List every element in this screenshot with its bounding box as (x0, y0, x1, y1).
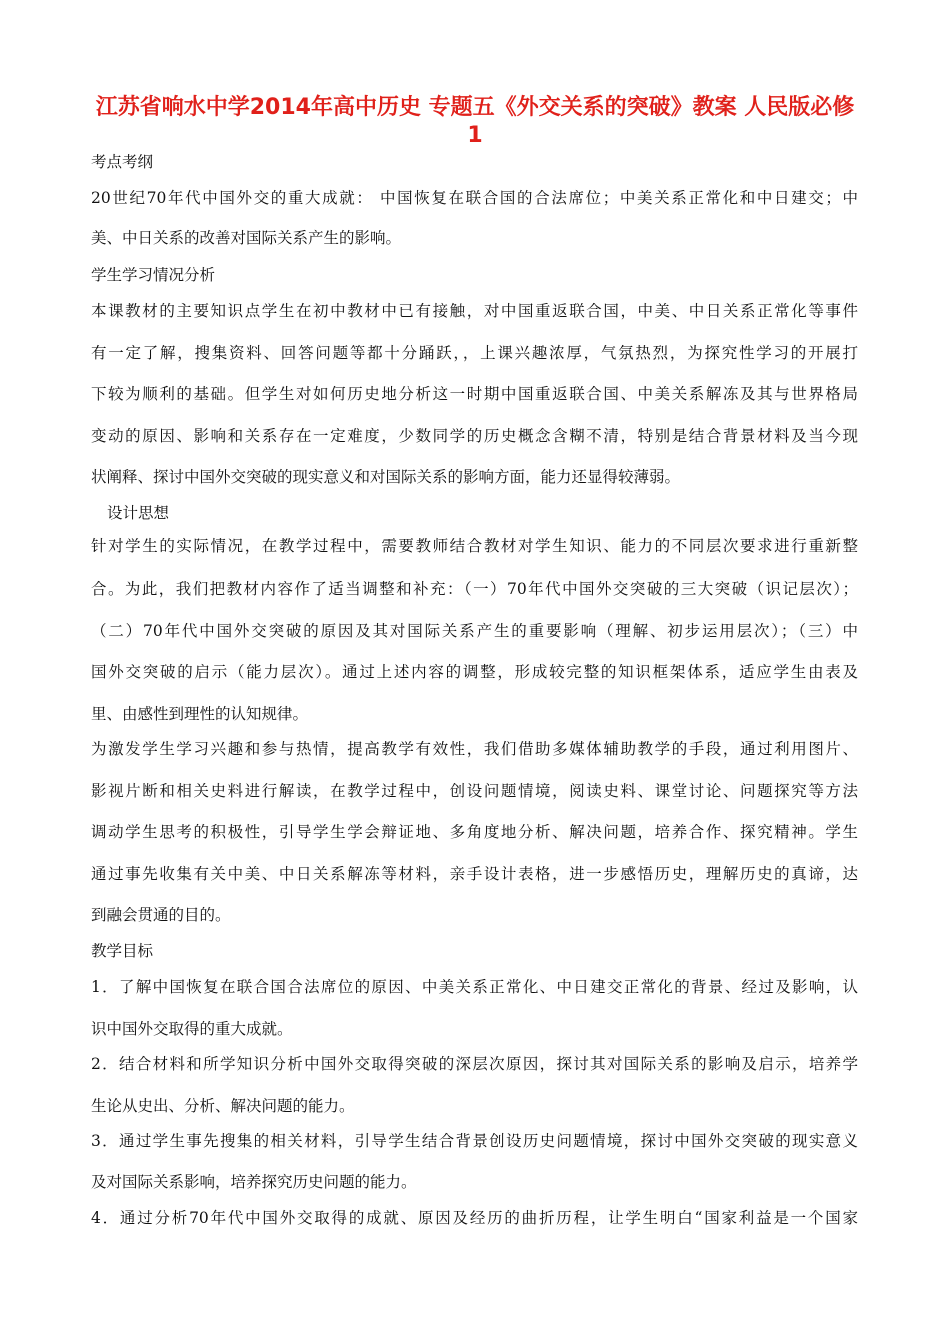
objective-line: 及对国际关系影响，培养探究历史问题的能力。 (91, 1173, 417, 1191)
paragraph-line: 变动的原因、影响和关系存在一定难度，少数同学的历史概念含糊不清，特别是结合背景材料及当今现 (91, 427, 858, 445)
heading-xuesheng: 学生学习情况分析 (91, 266, 216, 284)
paragraph-line: 通过事先收集有关中美、中日关系解冻等材料，亲手设计表格，进一步感悟历史，理解历史的真谛，达 (91, 865, 858, 883)
paragraph-line: 到融会贯通的目的。 (91, 906, 231, 924)
paragraph-line: 调动学生思考的积极性，引导学生学会辩证地、多角度地分析、解决问题，培养合作、探究精神。学生 (91, 823, 858, 841)
heading-sheji: 设计思想 (107, 504, 170, 522)
paragraph-line: 里、由感性到理性的认知规律。 (91, 705, 309, 723)
paragraph-line: 合。为此，我们把教材内容作了适当调整和补充：（一）70年代中国外交突破的三大突破（识记层次）； (91, 580, 858, 598)
heading-kaodian: 考点考纲 (91, 153, 154, 171)
paragraph-line: 为激发学生学习兴趣和参与热情，提高教学有效性，我们借助多媒体辅助教学的手段，通过利用图片、 (91, 740, 858, 758)
paragraph-line: 影视片断和相关史料进行解读，在教学过程中，创设问题情境，阅读史料、课堂讨论、问题探究等方法 (91, 782, 858, 800)
paragraph-line: 国外交突破的启示（能力层次）。通过上述内容的调整，形成较完整的知识框架体系，适应学生由表及 (91, 663, 858, 681)
paragraph-line: 针对学生的实际情况，在教学过程中，需要教师结合教材对学生知识、能力的不同层次要求进行重新整 (91, 537, 858, 555)
title-line-1: 江苏省响水中学2014年高中历史 专题五《外交关系的突破》教案 人民版必修 (95, 95, 855, 120)
objective-line: 识中国外交取得的重大成就。 (91, 1020, 293, 1038)
title-line-2: 1 (467, 123, 483, 148)
objective-line: 生论从史出、分析、解决问题的能力。 (91, 1097, 355, 1115)
objective-line: 3．通过学生事先搜集的相关材料，引导学生结合背景创设历史问题情境，探讨中国外交突破的现实意义 (91, 1132, 858, 1150)
document-title (60, 94, 890, 150)
paragraph-line: 20世纪70年代中国外交的重大成就： 中国恢复在联合国的合法席位；中美关系正常化和中日建交；中 (91, 189, 858, 207)
paragraph-line: （二）70年代中国外交突破的原因及其对国际关系产生的重要影响（理解、初步运用层次）；（三）中 (91, 622, 858, 640)
paragraph-line: 美、中日关系的改善对国际关系产生的影响。 (91, 229, 402, 247)
objective-line: 4．通过分析70年代中国外交取得的成就、原因及经历的曲折历程，让学生明白“国家利益是一个国家 (91, 1209, 858, 1227)
paragraph-line: 下较为顺利的基础。但学生对如何历史地分析这一时期中国重返联合国、中美关系解冻及其与世界格局 (91, 385, 858, 403)
objective-line: 1．了解中国恢复在联合国合法席位的原因、中美关系正常化、中日建交正常化的背景、经过及影响，认 (91, 978, 858, 996)
paragraph-line: 状阐释、探讨中国外交突破的现实意义和对国际关系的影响方面，能力还显得较薄弱。 (91, 468, 681, 486)
paragraph-line: 本课教材的主要知识点学生在初中教材中已有接触，对中国重返联合国，中美、中日关系正常化等事件 (91, 302, 858, 320)
heading-mubiao: 教学目标 (91, 942, 154, 960)
objective-line: 2．结合材料和所学知识分析中国外交取得突破的深层次原因，探讨其对国际关系的影响及启示，培养学 (91, 1055, 858, 1073)
paragraph-line: 有一定了解，搜集资料、回答问题等都十分踊跃，，上课兴趣浓厚，气氛热烈，为探究性学习的开展打 (91, 344, 858, 362)
